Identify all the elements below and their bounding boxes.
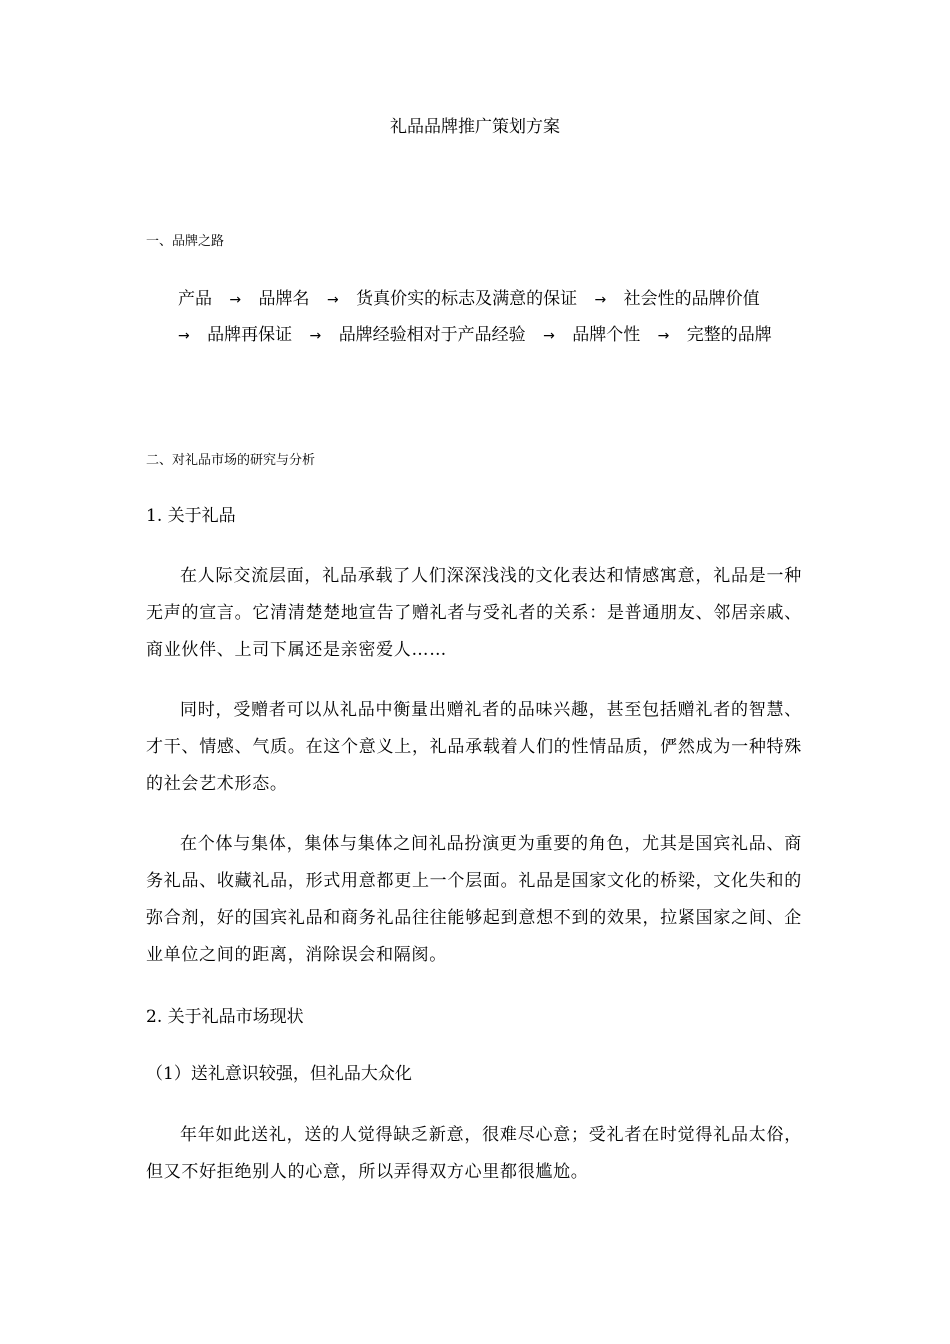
flow-line-1: [178, 281, 818, 317]
paragraph-2: 同时，受赠者可以从礼品中衡量出赠礼者的品味兴趣，甚至包括赠礼者的智慧、才干、情感、气质。在这个意义上，礼品承载着人们的性情品质，俨然成为一种特殊的社会艺术形态。: [146, 700, 802, 794]
subsection2-heading: 2. 关于礼品市场现状: [146, 1007, 304, 1027]
flow-step: 品牌个性: [572, 325, 641, 345]
arrow-right-icon: →: [309, 328, 322, 344]
flow-step: 货真价实的标志及满意的保证: [356, 289, 578, 309]
flow-step: 品牌再保证: [207, 325, 293, 345]
flow-step: 完整的品牌: [686, 325, 772, 345]
arrow-right-icon: →: [178, 328, 190, 344]
arrow-right-icon: →: [326, 292, 339, 308]
brand-flow: [178, 281, 818, 353]
paragraph-1: 在人际交流层面，礼品承载了人们深深浅浅的文化表达和情感寓意，礼品是一种无声的宣言。它清清楚楚地宣告了赠礼者与受礼者的关系：是普通朋友、邻居亲戚、商业伙伴、上司下属还是亲密爱人……: [146, 566, 802, 660]
flow-step: 社会性的品牌价值: [623, 289, 760, 309]
paragraph-3: 在个体与集体，集体与集体之间礼品扮演更为重要的角色，尤其是国宾礼品、商务礼品、收藏礼品，形式用意都更上一个层面。礼品是国家文化的桥梁，文化失和的弥合剂，好的国宾礼品和商务礼品往往能够起到意想不到的效果，拉紧国家之间、企业单位之间的距离，消除误会和隔阂。: [146, 834, 802, 965]
item1-heading: （1）送礼意识较强，但礼品大众化: [146, 1064, 412, 1084]
section1-heading: 一、品牌之路: [146, 234, 225, 249]
arrow-right-icon: →: [543, 328, 555, 344]
arrow-right-icon: →: [657, 328, 670, 344]
subsection1-heading: 1. 关于礼品: [146, 506, 236, 526]
flow-step: 品牌名: [258, 289, 310, 309]
flow-step: 品牌经验相对于产品经验: [338, 325, 526, 345]
arrow-right-icon: →: [229, 292, 242, 308]
document-title: 礼品品牌推广策划方案: [390, 117, 560, 137]
flow-step: 产品: [178, 289, 212, 309]
flow-line-2: [178, 317, 818, 353]
paragraph-4: 年年如此送礼，送的人觉得缺乏新意，很难尽心意；受礼者在时觉得礼品太俗，但又不好拒绝别人的心意，所以弄得双方心里都很尴尬。: [146, 1125, 802, 1182]
section2-heading: 二、对礼品市场的研究与分析: [146, 453, 316, 468]
arrow-right-icon: →: [594, 292, 607, 308]
